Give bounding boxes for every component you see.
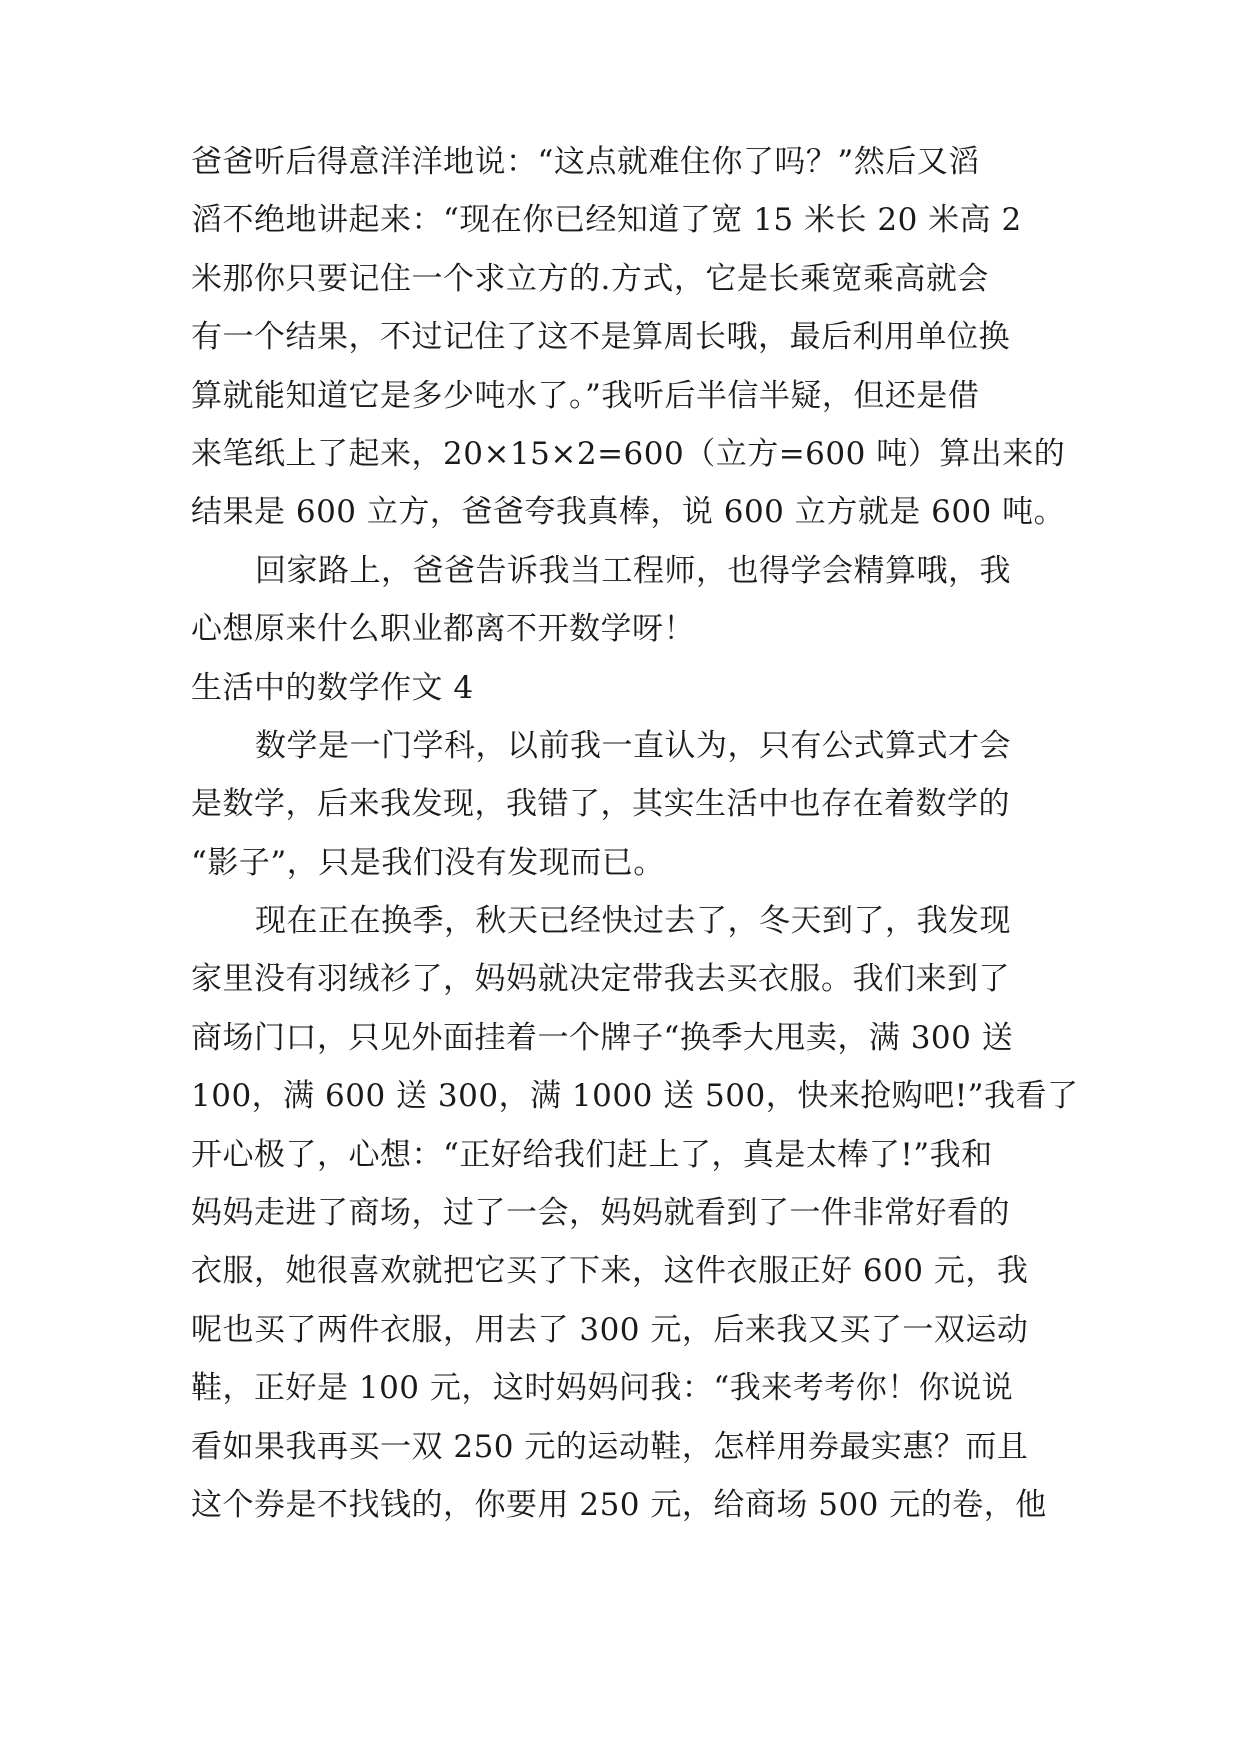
text-line: 爸爸听后得意洋洋地说：“这点就难住你了吗？”然后又滔 — [191, 144, 980, 180]
text-line: 商场门口，只见外面挂着一个牌子“换季大甩卖，满 300 送 — [191, 1019, 1014, 1056]
paragraph-start-line: 现在正在换季，秋天已经快过去了，冬天到了，我发现 — [255, 903, 1011, 940]
document-body — [191, 133, 1079, 1534]
text-line: 滔不绝地讲起来：“现在你已经知道了宽 15 米长 20 米高 2 — [191, 202, 1022, 239]
text-line: 开心极了，心想：“正好给我们赶上了，真是太棒了!”我和 — [191, 1136, 993, 1173]
text-line: 心想原来什么职业都离不开数学呀！ — [191, 611, 695, 648]
text-line: 妈妈走进了商场，过了一会，妈妈就看到了一件非常好看的 — [191, 1195, 1010, 1232]
text-line: 鞋，正好是 100 元，这时妈妈问我：“我来考考你！你说说 — [191, 1370, 1014, 1407]
text-line: 来笔纸上了起来，20×15×2=600（立方=600 吨）算出来的 — [191, 435, 1066, 472]
section-heading: 生活中的数学作文 4 — [191, 669, 474, 706]
text-line: 这个券是不找钱的，你要用 250 元，给商场 500 元的卷，他 — [191, 1486, 1047, 1523]
text-line: 算就能知道它是多少吨水了。”我听后半信半疑，但还是借 — [191, 377, 980, 414]
text-line: 有一个结果，不过记住了这不是算周长哦，最后利用单位换 — [191, 319, 1010, 356]
text-line: 100，满 600 送 300，满 1000 送 500，快来抢购吧!”我看了 — [191, 1078, 1079, 1115]
text-line: 结果是 600 立方，爸爸夸我真棒，说 600 立方就是 600 吨。 — [191, 494, 1066, 531]
text-line: 衣服，她很喜欢就把它买了下来，这件衣服正好 600 元，我 — [191, 1253, 1029, 1290]
paragraph-start-line: 回家路上，爸爸告诉我当工程师，也得学会精算哦，我 — [255, 552, 1011, 589]
text-line: 家里没有羽绒衫了，妈妈就决定带我去买衣服。我们来到了 — [191, 961, 1010, 998]
text-line: 呢也买了两件衣服，用去了 300 元，后来我又买了一双运动 — [191, 1311, 1029, 1348]
text-line: 是数学，后来我发现，我错了，其实生活中也存在着数学的 — [191, 786, 1010, 823]
text-line: “影子”，只是我们没有发现而已。 — [191, 844, 665, 881]
text-line: 米那你只要记住一个求立方的.方式，它是长乘宽乘高就会 — [191, 260, 989, 297]
text-line: 看如果我再买一双 250 元的运动鞋，怎样用券最实惠？而且 — [191, 1428, 1029, 1465]
paragraph-start-line: 数学是一门学科，以前我一直认为，只有公式算式才会 — [255, 727, 1011, 764]
